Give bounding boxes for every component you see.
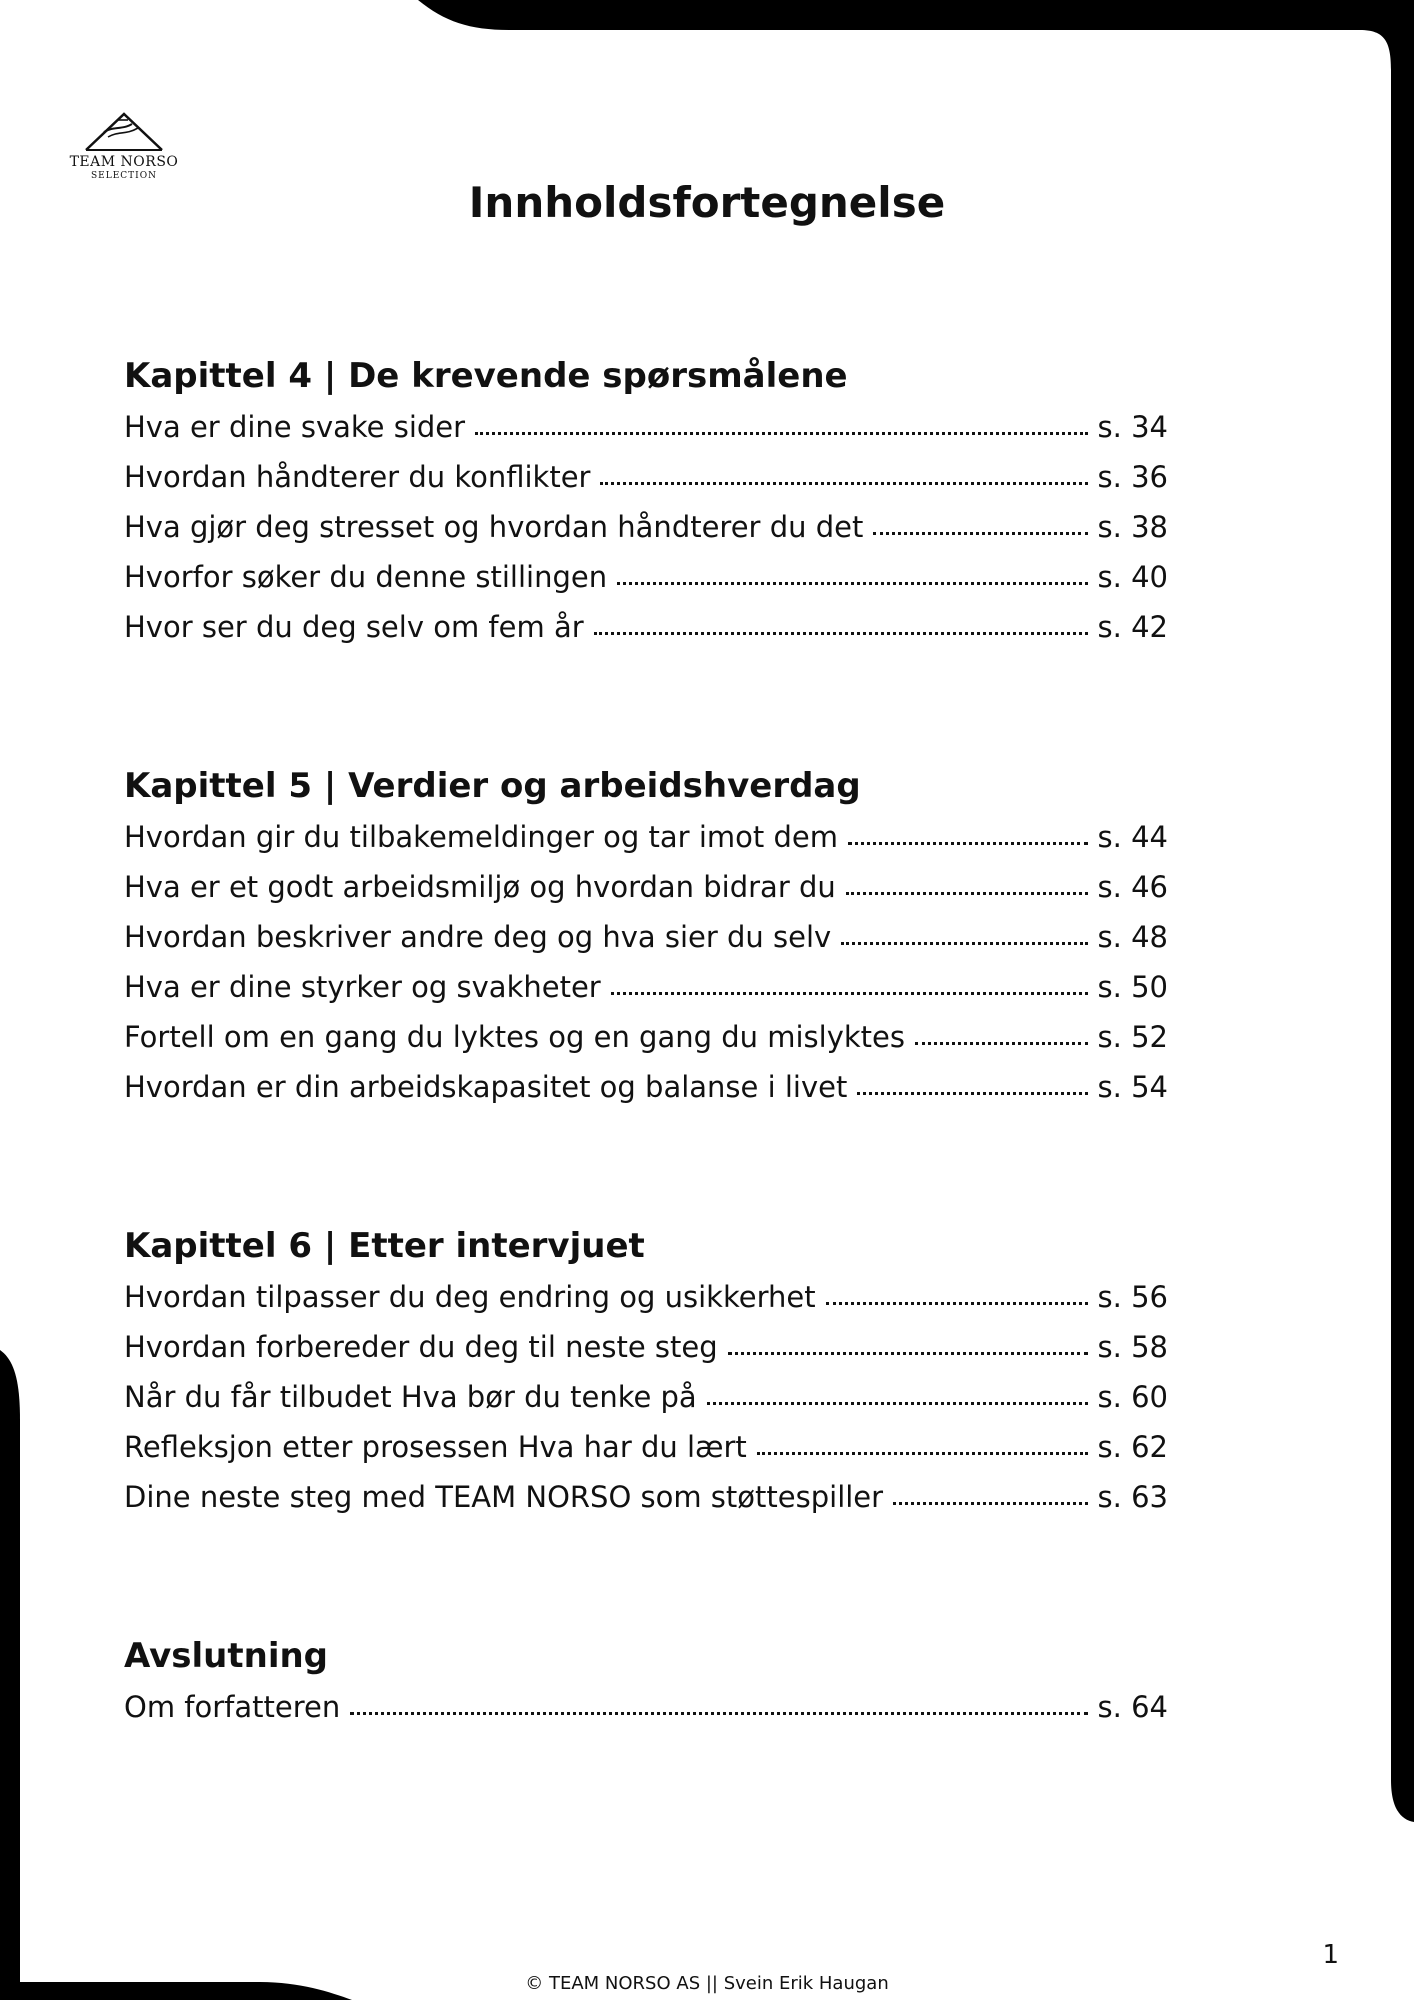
toc-entry-label: Hva er dine styrker og svakheter xyxy=(124,970,601,1004)
toc-entry-page: s. 62 xyxy=(1097,1430,1168,1464)
toc-entry-label: Fortell om en gang du lyktes og en gang du mislyktes xyxy=(124,1020,906,1054)
dot-leader xyxy=(915,1039,1088,1045)
dot-leader xyxy=(848,839,1088,845)
toc-entry-page: s. 58 xyxy=(1097,1330,1168,1364)
toc-entry-page: s. 36 xyxy=(1097,460,1168,494)
toc-entry-label: Refleksjon etter prosessen Hva har du lært xyxy=(124,1430,747,1464)
dot-leader xyxy=(611,989,1088,995)
toc-entry-page: s. 63 xyxy=(1097,1480,1168,1514)
toc-chapter xyxy=(124,760,1168,1112)
toc-entry-page: s. 40 xyxy=(1097,560,1168,594)
toc-entry-page: s. 52 xyxy=(1097,1020,1168,1054)
toc-entry-label: Hvordan forbereder du deg til neste steg xyxy=(124,1330,718,1364)
toc-entry[interactable] xyxy=(124,1472,1168,1522)
toc-entry[interactable] xyxy=(124,552,1168,602)
toc-entry-label: Hvordan beskriver andre deg og hva sier du selv xyxy=(124,920,832,954)
toc-entry[interactable] xyxy=(124,602,1168,652)
page-number: 1 xyxy=(1322,1940,1339,1970)
table-of-contents xyxy=(124,350,1168,1732)
toc-entry-label: Om forfatteren xyxy=(124,1690,341,1724)
dot-leader xyxy=(857,1089,1087,1095)
toc-chapter xyxy=(124,1220,1168,1522)
dot-leader xyxy=(728,1349,1088,1355)
toc-entry-page: s. 48 xyxy=(1097,920,1168,954)
toc-entry-label: Hva er dine svake sider xyxy=(124,410,466,444)
chapter-title: Kapittel 6 | Etter intervjuet xyxy=(124,1226,645,1266)
toc-entry[interactable] xyxy=(124,502,1168,552)
toc-entry[interactable] xyxy=(124,452,1168,502)
chapter-title: Kapittel 4 | De krevende spørsmålene xyxy=(124,356,848,396)
toc-entry[interactable] xyxy=(124,1012,1168,1062)
dot-leader xyxy=(757,1449,1088,1455)
dot-leader xyxy=(846,889,1088,895)
dot-leader xyxy=(841,939,1087,945)
toc-entry-label: Hvor ser du deg selv om fem år xyxy=(124,610,584,644)
dot-leader xyxy=(707,1399,1088,1405)
toc-chapter xyxy=(124,1630,1168,1732)
dot-leader xyxy=(350,1709,1087,1715)
logo-name: TEAM NORSO xyxy=(69,154,179,170)
dot-leader xyxy=(475,429,1087,435)
toc-entry-label: Dine neste steg med TEAM NORSO som støttespiller xyxy=(124,1480,884,1514)
toc-entry[interactable] xyxy=(124,912,1168,962)
toc-entry-label: Hva er et godt arbeidsmiljø og hvordan bidrar du xyxy=(124,870,836,904)
mountain-logo-icon xyxy=(82,110,166,152)
chapter-title: Avslutning xyxy=(124,1636,329,1676)
footer-copyright: © TEAM NORSO AS || Svein Erik Haugan xyxy=(525,1973,889,1994)
toc-entry-page: s. 60 xyxy=(1097,1380,1168,1414)
logo-subtitle: SELECTION xyxy=(91,171,157,181)
toc-entry[interactable] xyxy=(124,1372,1168,1422)
chapter-title: Kapittel 5 | Verdier og arbeidshverdag xyxy=(124,766,861,806)
toc-entry-label: Hvordan gir du tilbakemeldinger og tar imot dem xyxy=(124,820,838,854)
toc-entry-label: Hvordan håndterer du konflikter xyxy=(124,460,591,494)
toc-entry[interactable] xyxy=(124,862,1168,912)
toc-entry-page: s. 54 xyxy=(1097,1070,1168,1104)
toc-entry[interactable] xyxy=(124,812,1168,862)
toc-entry-label: Hvordan er din arbeidskapasitet og balanse i livet xyxy=(124,1070,848,1104)
toc-chapter xyxy=(124,350,1168,652)
toc-entry-page: s. 34 xyxy=(1097,410,1168,444)
toc-entry-page: s. 42 xyxy=(1097,610,1168,644)
toc-entry[interactable] xyxy=(124,1682,1168,1732)
toc-entry-label: Hvorfor søker du denne stillingen xyxy=(124,560,608,594)
toc-entry-page: s. 64 xyxy=(1097,1690,1168,1724)
toc-entry-page: s. 56 xyxy=(1097,1280,1168,1314)
toc-entry[interactable] xyxy=(124,1422,1168,1472)
toc-entry[interactable] xyxy=(124,1272,1168,1322)
dot-leader xyxy=(826,1299,1088,1305)
page-title: Innholdsfortegnelse xyxy=(468,178,946,227)
toc-entry-page: s. 44 xyxy=(1097,820,1168,854)
dot-leader xyxy=(600,479,1087,485)
toc-entry-label: Når du får tilbudet Hva bør du tenke på xyxy=(124,1380,697,1414)
toc-entry-page: s. 38 xyxy=(1097,510,1168,544)
dot-leader xyxy=(617,579,1087,585)
toc-entry[interactable] xyxy=(124,402,1168,452)
toc-entry-page: s. 46 xyxy=(1097,870,1168,904)
toc-entry-page: s. 50 xyxy=(1097,970,1168,1004)
dot-leader xyxy=(873,529,1087,535)
toc-entry-label: Hvordan tilpasser du deg endring og usikkerhet xyxy=(124,1280,816,1314)
toc-entry-label: Hva gjør deg stresset og hvordan håndterer du det xyxy=(124,510,864,544)
dot-leader xyxy=(594,629,1088,635)
frame-left-bar xyxy=(0,1350,20,2000)
toc-entry[interactable] xyxy=(124,1062,1168,1112)
toc-entry[interactable] xyxy=(124,962,1168,1012)
team-norso-logo xyxy=(64,110,184,181)
dot-leader xyxy=(893,1499,1087,1505)
toc-entry[interactable] xyxy=(124,1322,1168,1372)
